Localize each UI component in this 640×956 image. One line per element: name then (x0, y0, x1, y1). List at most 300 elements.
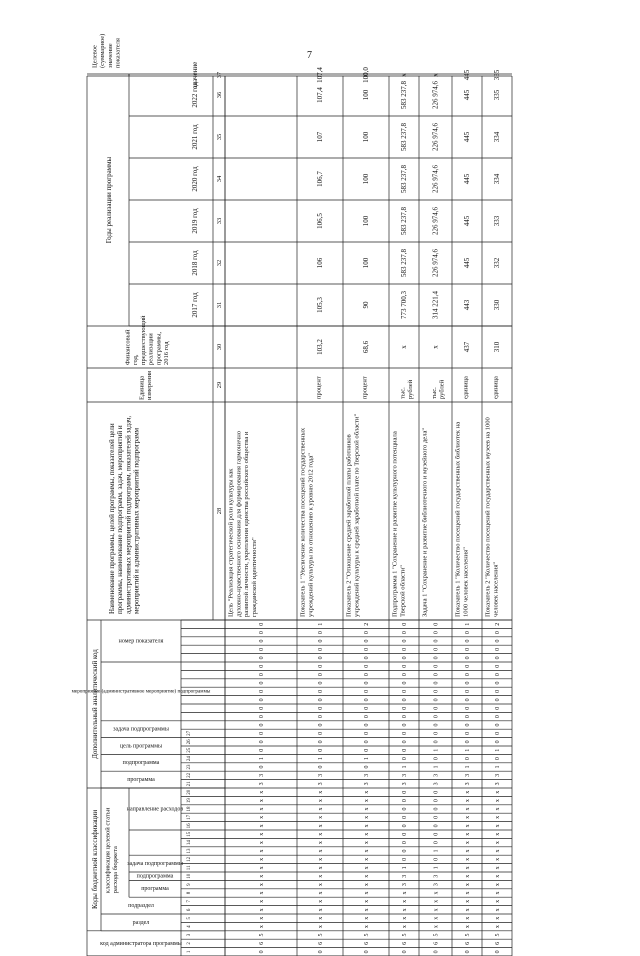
code-cell: 1 (465, 622, 471, 626)
year-value-cell: 226 974,6 (431, 123, 440, 151)
indicator-name: Показатель 1 "Количество посещений государственных библиотек на1000 человек населения" (454, 421, 470, 617)
code-cell: x (259, 883, 265, 887)
header-subprogram: подпрограмма (136, 873, 174, 880)
code-cell: 3 (402, 883, 408, 887)
column-number: 23 (187, 764, 192, 770)
column-number: 12 (187, 856, 192, 862)
code-cell: 0 (433, 824, 440, 828)
code-cell: x (318, 790, 324, 794)
unit-cell: тыс.рублей (431, 379, 446, 399)
code-cell: 0 (402, 807, 408, 811)
year-value-cell: 106,7 (316, 171, 324, 187)
code-cell: 1 (433, 849, 440, 853)
code-cell: 0 (364, 689, 370, 693)
year-value-cell: 445 (463, 89, 471, 101)
code-cell: 0 (433, 647, 440, 651)
code-cell: 0 (318, 715, 324, 719)
code-cell: 0 (259, 647, 265, 651)
code-cell: 0 (495, 681, 501, 685)
code-cell: 3 (259, 782, 265, 786)
code-cell: 0 (465, 731, 471, 735)
code-cell: 0 (433, 639, 440, 643)
code-cell: 0 (402, 622, 408, 626)
code-cell: 1 (318, 757, 324, 761)
code-cell: 0 (433, 656, 440, 660)
code-cell: x (259, 790, 265, 794)
code-cell: 0 (318, 748, 324, 752)
code-cell: 0 (402, 824, 408, 828)
code-cell: x (259, 824, 265, 828)
year-header: 2021 год (191, 124, 199, 150)
code-cell: 3 (465, 773, 471, 777)
column-number: 36 (216, 91, 223, 99)
unit-cell: единица (492, 376, 500, 399)
header-admin-code: код администратора программы (100, 940, 182, 947)
code-cell: 0 (465, 647, 471, 651)
unit-cell: процент (361, 376, 369, 399)
code-cell: 0 (402, 664, 408, 668)
code-cell: x (495, 883, 501, 887)
code-cell: 3 (495, 773, 501, 777)
code-cell: x (495, 857, 501, 861)
code-cell: x (318, 857, 324, 861)
column-number: 17 (187, 814, 192, 820)
code-cell: 3 (433, 874, 440, 878)
column-number: 14 (187, 840, 192, 846)
year-value-cell: 583 237,8 (400, 249, 408, 277)
code-cell: 3 (364, 773, 370, 777)
code-cell: 0 (402, 656, 408, 660)
code-cell: 1 (495, 748, 501, 752)
code-cell: 3 (433, 782, 440, 786)
code-cell: x (465, 874, 471, 878)
code-cell: x (364, 815, 370, 819)
code-cell: x (318, 916, 324, 920)
code-cell: x (465, 925, 471, 929)
code-cell: 6 (402, 941, 408, 945)
year-header: 2020 год (191, 166, 199, 192)
code-cell: 0 (433, 631, 440, 635)
code-cell: 0 (364, 647, 370, 651)
code-cell: 0 (402, 748, 408, 752)
unit-cell: процент (315, 376, 323, 399)
year-value-cell: 445 (463, 215, 471, 227)
code-cell: x (465, 891, 471, 895)
code-cell: x (364, 925, 370, 929)
code-cell: x (495, 824, 501, 828)
indicator-name: Показатель 1 "Увеличение количества посещений государственныхучреждений культуры по отношению к уровню 2012 года" (299, 427, 315, 617)
code-cell: 0 (402, 790, 408, 794)
header-task: задача подпрограммы (127, 860, 183, 867)
code-cell: x (364, 807, 370, 811)
code-cell: x (364, 832, 370, 836)
code-cell: x (318, 874, 324, 878)
header-a-subprogram: подпрограмма (122, 760, 160, 767)
year-value-cell: 445 (463, 257, 471, 269)
code-cell: x (259, 925, 265, 929)
code-cell: 1 (402, 866, 408, 870)
code-cell: 0 (318, 740, 324, 744)
code-cell: 0 (364, 698, 370, 702)
code-cell: 0 (433, 757, 440, 761)
header-subsection: подраздел (128, 902, 154, 909)
code-cell: x (259, 874, 265, 878)
code-cell: 3 (402, 773, 408, 777)
year-value-cell: 583 237,8 (400, 81, 408, 109)
code-cell: 0 (402, 698, 408, 702)
code-cell: 0 (495, 689, 501, 693)
code-cell: x (402, 925, 408, 929)
code-cell: 0 (364, 673, 370, 677)
code-cell: 0 (402, 715, 408, 719)
code-cell: 0 (364, 740, 370, 744)
code-cell: x (318, 815, 324, 819)
code-cell: 0 (495, 723, 501, 727)
code-cell: 0 (402, 639, 408, 643)
code-cell: 6 (318, 941, 324, 945)
code-cell: x (465, 883, 471, 887)
year-value-cell: 314 221,4 (431, 291, 440, 319)
code-cell: 1 (259, 757, 265, 761)
code-cell: 5 (433, 933, 440, 937)
target-value-cell: 100,0 (362, 67, 370, 83)
header-budget-codes: Коды бюджетной классификации (91, 809, 99, 909)
code-cell: x (495, 916, 501, 920)
header-a-event: мероприятие (административное мероприятие) подпрограммы (71, 688, 211, 695)
code-cell: 0 (259, 664, 265, 668)
year-value-cell: 332 (493, 257, 501, 269)
code-cell: x (402, 908, 408, 912)
code-cell: 3 (259, 773, 265, 777)
code-cell: 3 (364, 782, 370, 786)
code-cell: x (495, 899, 501, 903)
column-number: 31 (216, 301, 223, 309)
target-value-cell: 335 (493, 69, 501, 81)
code-cell: 0 (465, 681, 471, 685)
code-cell: 1 (402, 765, 408, 769)
code-cell: 0 (259, 656, 265, 660)
code-cell: 0 (402, 841, 408, 845)
code-cell: x (259, 899, 265, 903)
code-cell: 0 (259, 698, 265, 702)
code-cell: 6 (259, 941, 265, 945)
year-value-cell: 583 237,8 (400, 207, 408, 235)
code-cell: x (364, 883, 370, 887)
column-number: 8 (187, 891, 192, 895)
code-cell: 0 (402, 832, 408, 836)
code-cell: 0 (402, 647, 408, 651)
header-classification: классификация целевой статьирасхода бюджета (104, 807, 120, 894)
code-cell: 0 (495, 664, 501, 668)
code-cell: x (495, 790, 501, 794)
code-cell: 6 (465, 941, 471, 945)
code-cell: 0 (433, 698, 440, 702)
code-cell: 0 (402, 723, 408, 727)
code-cell: x (364, 824, 370, 828)
unit-cell: тыс.рублей (399, 379, 415, 399)
code-cell: 0 (495, 639, 501, 643)
code-cell: x (465, 832, 471, 836)
code-cell: 0 (495, 715, 501, 719)
code-cell: x (433, 925, 440, 929)
code-cell: 0 (465, 664, 471, 668)
column-number: 2 (187, 942, 192, 945)
code-cell: x (364, 891, 370, 895)
code-cell: 0 (364, 656, 370, 660)
year-header: 2017 год (191, 292, 199, 318)
column-number: 7 (187, 900, 192, 903)
code-cell: 1 (433, 748, 440, 752)
code-cell: x (465, 824, 471, 828)
code-cell: x (318, 891, 324, 895)
code-cell: 0 (433, 841, 440, 845)
code-cell: 5 (364, 933, 370, 937)
code-cell: 0 (259, 731, 265, 735)
code-cell: 0 (364, 731, 370, 735)
code-cell: x (318, 908, 324, 912)
code-cell: x (364, 841, 370, 845)
code-cell: x (364, 908, 370, 912)
code-cell: x (465, 790, 471, 794)
year-value-cell: 583 237,8 (400, 165, 408, 193)
code-cell: x (465, 841, 471, 845)
header-unit: Единицаизмерения (138, 370, 154, 400)
year-header: 2022 год (191, 82, 199, 108)
code-cell: 0 (402, 857, 408, 861)
header-target: Целевое(суммарное)значениепоказателя (91, 33, 122, 68)
code-cell: x (495, 799, 501, 803)
code-cell: 0 (402, 706, 408, 710)
code-cell: 5 (495, 933, 501, 937)
code-cell: 0 (495, 631, 501, 635)
year-value-cell: 105,3 (316, 297, 324, 313)
code-cell: 0 (465, 706, 471, 710)
code-cell: x (465, 849, 471, 853)
column-number: 13 (187, 848, 192, 854)
code-cell: 3 (318, 773, 324, 777)
column-number: 3 (187, 933, 192, 937)
column-number: 19 (187, 798, 192, 804)
column-number: 26 (187, 739, 192, 745)
code-cell: 0 (433, 715, 440, 719)
code-cell: 0 (433, 731, 440, 735)
header-target-value: значение (191, 61, 199, 89)
code-cell: x (259, 908, 265, 912)
header-fin-year: Финансовыйгод,предшествующийреализациипрограммы,2016 год (124, 315, 170, 365)
code-cell: 0 (364, 715, 370, 719)
code-cell: 3 (433, 773, 440, 777)
code-cell: 6 (495, 941, 501, 945)
code-cell: 0 (402, 799, 408, 803)
indicator-name: Показатель 2 "Количество посещений государственных музеев на 1000человек населения" (484, 417, 500, 617)
code-cell: x (465, 899, 471, 903)
code-cell: 0 (433, 622, 440, 626)
code-cell: 0 (433, 857, 440, 861)
fin-year-cell: 68,6 (362, 340, 370, 354)
code-cell: x (402, 899, 408, 903)
code-cell: 0 (402, 950, 408, 954)
code-cell: 5 (402, 933, 408, 937)
code-cell: x (364, 849, 370, 853)
target-value-cell: x (431, 73, 440, 77)
code-cell: 0 (433, 723, 440, 727)
code-cell: 0 (433, 832, 440, 836)
code-cell: x (433, 908, 440, 912)
header-a-program: программа (127, 776, 155, 783)
year-value-cell: 226 974,6 (431, 81, 440, 109)
code-cell: 0 (318, 765, 324, 769)
code-cell: 5 (259, 933, 265, 937)
year-value-cell: 773 700,3 (400, 291, 408, 319)
fin-year-cell: 437 (463, 341, 471, 353)
header-a-task: задача подпрограммы (113, 726, 169, 733)
fin-year-cell: x (400, 345, 408, 349)
code-cell: x (465, 916, 471, 920)
code-cell: x (259, 916, 265, 920)
column-number: 34 (216, 175, 223, 183)
code-cell: 0 (495, 740, 501, 744)
code-cell: x (465, 807, 471, 811)
target-value-cell: x (400, 73, 408, 77)
column-number: 28 (216, 507, 223, 515)
code-cell: 0 (318, 656, 324, 660)
code-cell: 0 (465, 698, 471, 702)
column-number: 4 (187, 925, 192, 928)
code-cell: 0 (318, 706, 324, 710)
code-cell: x (318, 866, 324, 870)
code-cell: 0 (495, 673, 501, 677)
fin-year-cell: x (431, 345, 440, 349)
code-cell: x (364, 866, 370, 870)
year-header: 2019 год (191, 208, 199, 234)
column-number: 27 (187, 730, 192, 736)
code-cell: 0 (364, 664, 370, 668)
column-number: 32 (216, 259, 223, 267)
code-cell: x (433, 899, 440, 903)
code-cell: 0 (318, 647, 324, 651)
code-cell: 0 (465, 740, 471, 744)
fin-year-cell: 310 (493, 341, 501, 353)
code-cell: x (495, 925, 501, 929)
code-cell: x (465, 866, 471, 870)
code-cell: 0 (259, 723, 265, 727)
header-section: раздел (132, 919, 150, 926)
code-cell: x (364, 790, 370, 794)
column-number: 35 (216, 133, 223, 141)
code-cell: 0 (465, 631, 471, 635)
code-cell: 0 (433, 790, 440, 794)
code-cell: x (495, 891, 501, 895)
code-cell: x (259, 891, 265, 895)
code-cell: x (259, 866, 265, 870)
indicator-name: Цель "Реализация стратегической роли культуры какдуховно-нравственного основания для формирования гармоничноразвитой личности, укрепления единства российского общества игражданской идентичности" (227, 430, 258, 617)
column-number: 18 (187, 806, 192, 812)
year-value-cell: 333 (493, 215, 501, 227)
code-cell: x (318, 832, 324, 836)
rotated-table-sheet (71, 33, 576, 956)
code-cell: 5 (465, 933, 471, 937)
year-value-cell: 330 (493, 299, 501, 311)
column-number: 37 (216, 71, 223, 79)
code-cell: x (495, 849, 501, 853)
code-cell: 0 (495, 731, 501, 735)
code-cell: x (318, 899, 324, 903)
year-value-cell: 443 (463, 299, 471, 311)
code-cell: 0 (259, 639, 265, 643)
code-cell: 0 (259, 706, 265, 710)
code-cell: 0 (402, 689, 408, 693)
code-cell: 2 (364, 622, 370, 626)
code-cell: 0 (259, 950, 265, 954)
target-value-cell: 445 (463, 69, 471, 81)
code-cell: 3 (495, 782, 501, 786)
column-number: 25 (187, 747, 192, 753)
code-cell: 0 (402, 673, 408, 677)
year-value-cell: 226 974,6 (431, 249, 440, 277)
code-cell: 0 (318, 689, 324, 693)
header-name: Наименование программы, целей программы, показателей целипрограммы, наименование подпрограмм, задач, мероприятий иадминистративных мероприятий подпрограмм, показателей задач,мероприятий и административных мероприятий подпрограмм (108, 415, 141, 614)
code-cell: x (495, 832, 501, 836)
code-cell: 0 (495, 647, 501, 651)
column-number: 21 (187, 781, 192, 787)
column-number: 1 (187, 950, 192, 954)
year-value-cell: 334 (493, 173, 501, 185)
code-cell: 1 (465, 748, 471, 752)
year-value-cell: 106 (316, 257, 324, 269)
code-cell: 0 (433, 706, 440, 710)
code-cell: x (259, 841, 265, 845)
column-number: 29 (216, 381, 223, 389)
code-cell: x (259, 807, 265, 811)
code-cell: x (318, 849, 324, 853)
code-cell: 0 (318, 681, 324, 685)
code-cell: 0 (433, 740, 440, 744)
code-cell: x (364, 916, 370, 920)
header-expense-direction: направление расходов (126, 806, 184, 813)
code-cell: x (364, 857, 370, 861)
code-cell: 0 (259, 631, 265, 635)
year-value-cell: 100 (362, 215, 370, 227)
code-cell: 0 (364, 631, 370, 635)
code-cell: 5 (318, 933, 324, 937)
code-cell: 0 (318, 731, 324, 735)
year-value-cell: 226 974,6 (431, 165, 440, 193)
code-cell: 0 (465, 757, 471, 761)
code-cell: 0 (433, 689, 440, 693)
column-number: 22 (187, 772, 192, 778)
code-cell: x (259, 857, 265, 861)
year-value-cell: 90 (362, 301, 370, 309)
header-program: программа (141, 886, 169, 893)
code-cell: 3 (433, 883, 440, 887)
code-cell: 0 (465, 723, 471, 727)
column-number: 30 (216, 343, 223, 351)
header-analytic-code: Дополнительный аналитический код (91, 649, 99, 759)
code-cell: 3 (402, 874, 408, 878)
code-cell: x (465, 857, 471, 861)
page-number: 7 (307, 50, 312, 61)
indicator-name: Показатель 2 "Отношение средней заработной платы работниковучреждений культуры к средней заработной плате по Тверской области" (345, 413, 361, 617)
code-cell: 0 (318, 664, 324, 668)
year-value-cell: 106,5 (316, 213, 324, 229)
code-cell: 0 (402, 631, 408, 635)
code-cell: x (364, 874, 370, 878)
code-cell: x (318, 925, 324, 929)
code-cell: 0 (259, 748, 265, 752)
year-header: 2018 год (191, 250, 199, 276)
code-cell: 0 (465, 950, 471, 954)
code-cell: x (433, 916, 440, 920)
